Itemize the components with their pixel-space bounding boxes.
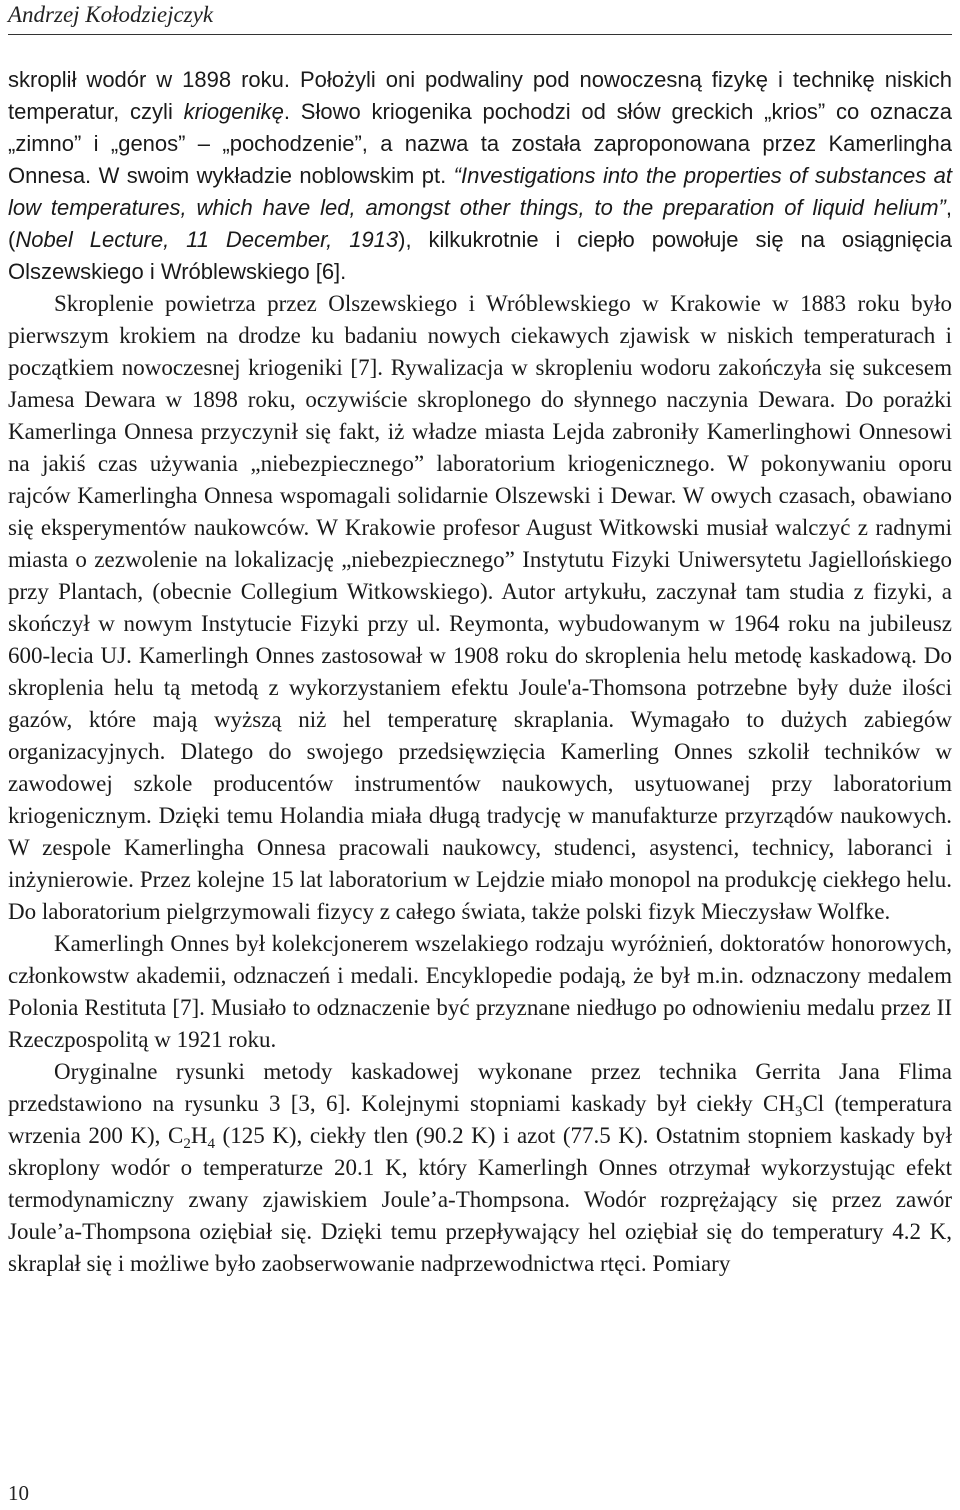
paragraph-4-text-a: Oryginalne rysunki metody kaskadowej wykonane przez technika Gerrita Jana Flima przedstawiono na rysunku 3 [3, 6]. Kolejnymi stopniami kaskady był ciekły bbox=[8, 1059, 952, 1116]
paragraph-1-text-a: skroplił wodór w 1898 roku. Położyli oni podwaliny pod nowoczesną fizykę i technikę niskich temperatur, czyli bbox=[8, 67, 952, 124]
header-divider bbox=[8, 34, 952, 35]
article-body bbox=[8, 64, 952, 1280]
paragraph-4-text-c: (125 K), ciekły tlen (90.2 K) i azot (77.5 K). Ostatnim stopniem kaskady był skroplony wodór o temperaturze 20.1 K, który Kamerlingh Onnes otrzymał wykorzystując efekt termodynamiczny zwany zjawiskiem Joule’a-Thompsona. Wodór rozprężający się przez zawór Joule’a-Thompsona oziębiał się. Dzięki temu przepływający hel oziębiał się do temperatury 4.2 K, skraplał się i możliwe było zaobserwowanie nadprzewodnictwa rtęci. Pomiary bbox=[8, 1123, 952, 1276]
nobel-lecture-reference: Nobel Lecture, 11 December, 1913 bbox=[15, 227, 399, 252]
formula-subscript: 3 bbox=[794, 1104, 803, 1120]
formula-subscript: 4 bbox=[207, 1136, 215, 1152]
paragraph-1-text-d: ), kilkukrotnie i ciepło powołuje się na osiągnięcia Olszewskiego i Wróblewskiego [6]. bbox=[8, 227, 952, 284]
paragraph-3: Kamerlingh Onnes był kolekcjonerem wszelakiego rodzaju wyróżnień, doktoratów honorowych, członkowstw akademii, odznaczeń i medali. Encyklopedie podają, że był m.in. odznaczony medalem Polonia Restituta [7]. Musiało to odznaczenie być przyznane niedługo po odnowieniu medalu przez II Rzeczpospolitą w 1921 roku. bbox=[8, 931, 952, 1052]
paragraph-1-text-c: , ( bbox=[8, 195, 952, 252]
term-kriogenika: kriogenikę bbox=[183, 99, 284, 124]
paragraph-2: Skroplenie powietrza przez Olszewskiego i Wróblewskiego w Krakowie w 1883 roku było pierwszym krokiem na drodze ku badaniu nowych ciekawych zjawisk w niskich temperaturach i początkiem nowoczesnej kriogeniki [7]. Rywalizacja w skropleniu wodoru zakończyła się sukcesem Jamesa Dewara w 1898 roku, oczywiście skroplonego do słynnego naczynia Dewara. Do porażki Kamerlinga Onnesa przyczynił się fakt, iż władze miasta Lejda zabroniły Kamerlinghowi Onnesowi na jakiś czas używania „niebezpiecznego” laboratorium kriogenicznego. W pokonywaniu oporu rajców Kamerlingha Onnesa wspomagali solidarnie Olszewski i Dewar. W owych czasach, obawiano się eksperymentów naukowców. W Krakowie profesor August Witkowski musiał walczyć z radnymi miasta o zezwolenie na lokalizację „niebezpiecznego” Instytutu Fizyki Uniwersytetu Jagiellońskiego przy Plantach, (obecnie Collegium Witkowskiego). Autor artykułu, zaczynał tam studia z fizyki, a skończył w nowym Instytucie Fizyki przy ul. Reymonta, wybudowanym w 1964 roku na jubileusz 600-lecia UJ. Kamerlingh Onnes zastosował w 1908 roku do skroplenia helu metodę kaskadową. Do skroplenia helu tą metodą z wykorzystaniem efektu Joule'a-Thomsona potrzebne były duże ilości gazów, które mają wyższą niż hel temperaturę skraplania. Wymagało to dużych zabiegów organizacyjnych. Dlatego do swojego przedsięwzięcia Kamerling Onnes szkolił techników w zawodowej szkole producentów instrumentów naukowych, usytuowanej przy laboratorium kriogenicznym. Dzięki temu Holandia miała długą tradycję w manufakturze przyrządów naukowych. W zespole Kamerlingha Onnesa pracowali naukowcy, studenci, asystenci, technicy, laboranci i inżynierowie. Przez kolejne 15 lat laboratorium w Lejdzie miało monopol na produkcję ciekłego helu. Do laboratorium pielgrzymowali fizycy z całego świata, także polski fizyk Mieczysław Wolfke. bbox=[8, 291, 952, 924]
running-header-author: Andrzej Kołodziejczyk bbox=[8, 2, 214, 27]
paragraph-1-text-b: . Słowo kriogenika pochodzi od słów greckich „krios” co oznacza „zimno” i „genos” – „pochodzenie”, a nazwa ta została zaproponowana przez Kamerlingha Onnesa. W swoim wykładzie noblowskim pt. bbox=[8, 99, 952, 188]
nobel-lecture-title: “Investigations into the properties of substances at low temperatures, which have led, amongst other things, to the preparation of liquid helium” bbox=[8, 163, 952, 220]
formula-part: H bbox=[190, 1123, 208, 1148]
formula-part: C bbox=[168, 1123, 184, 1148]
paragraph-4-text-b: (temperatura wrzenia 200 K), bbox=[8, 1091, 952, 1148]
formula-subscript: 2 bbox=[183, 1136, 191, 1152]
paragraph-1 bbox=[8, 64, 952, 288]
page-number: 10 bbox=[8, 1481, 29, 1505]
formula-part: Cl bbox=[802, 1091, 825, 1116]
formula-ch3cl bbox=[762, 1091, 825, 1120]
formula-c2h4 bbox=[168, 1123, 215, 1152]
formula-part: CH bbox=[762, 1091, 795, 1116]
paragraph-4 bbox=[8, 1056, 952, 1280]
